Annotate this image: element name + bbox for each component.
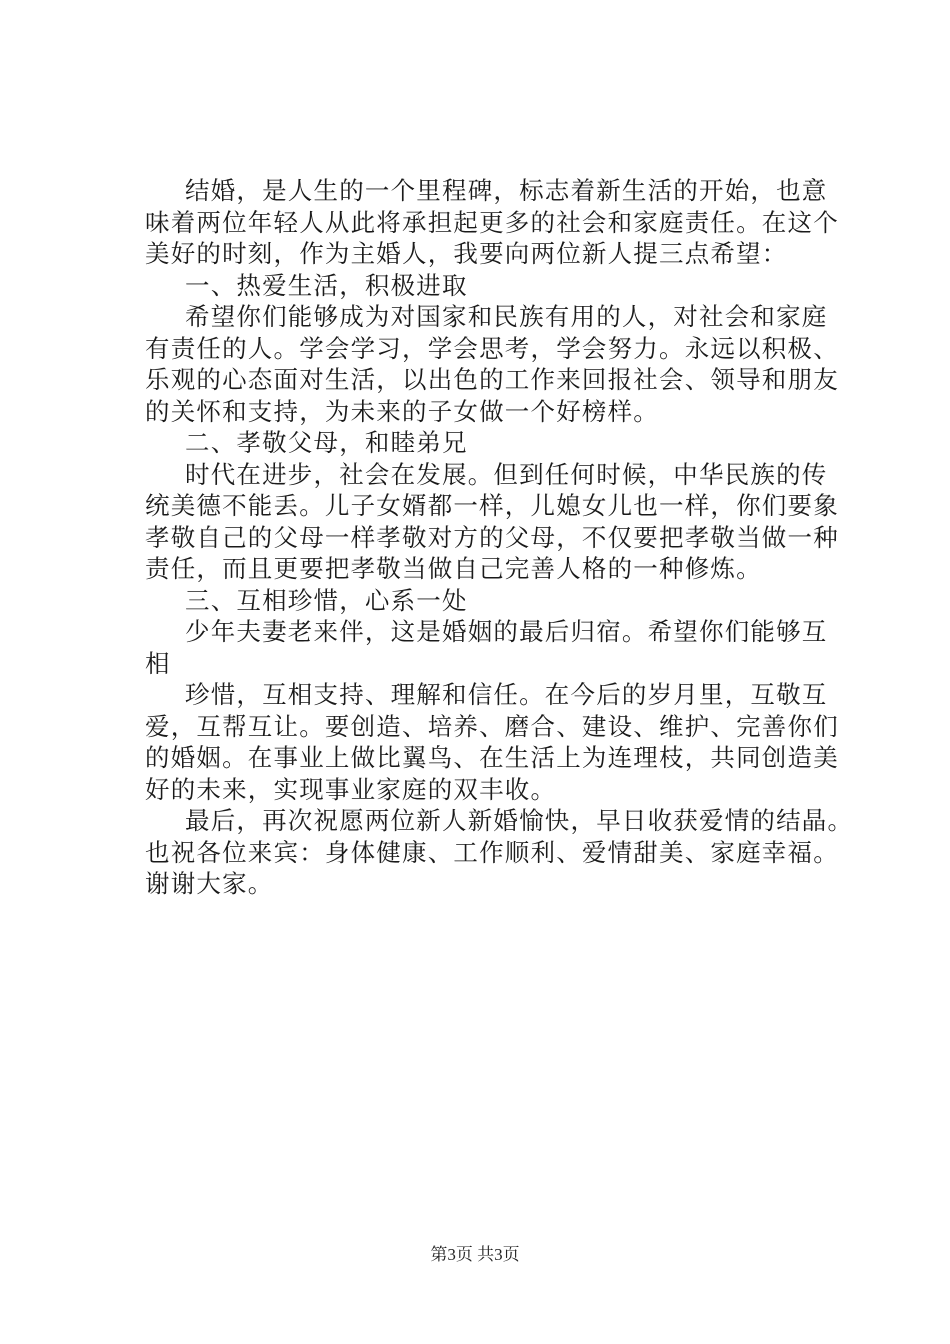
text-line: 爱，互帮互让。要创造、培养、磨合、建设、维护、完善你们 [145,711,839,741]
text-line: 孝敬自己的父母一样孝敬对方的父母，不仅要把孝敬当做一种 [145,522,839,552]
text-line: 责任，而且更要把孝敬当做自己完善人格的一种修炼。 [145,554,762,583]
text-line: 统美德不能丢。儿子女婿都一样，儿媳女儿也一样，你们要象 [145,491,839,520]
text-line: 珍惜，互相支持、理解和信任。在今后的岁月里，互敬互 [185,680,828,709]
page-number-footer: 第3页 共3页 [430,1245,520,1264]
text-line: 乐观的心态面对生活，以出色的工作来回报社会、领导和朋友 [145,365,839,394]
document-body [145,175,854,900]
text-line: 少年夫妻老来伴，这是婚姻的最后归宿。希望你们能够互 [185,617,828,646]
text-line: 有责任的人。学会学习，学会思考，学会努力。永远以积极、 [145,333,839,363]
text-line: 的关怀和支持，为未来的子女做一个好榜样。 [145,396,659,426]
text-line: 希望你们能够成为对国家和民族有用的人，对社会和家庭 [185,302,828,331]
text-line: 好的未来，实现事业家庭的双丰收。 [145,774,557,804]
text-line: 相 [145,648,171,678]
section-heading-3: 三、互相珍惜，心系一处 [185,585,468,615]
text-line: 结婚，是人生的一个里程碑，标志着新生活的开始，也意 [185,176,828,205]
text-line: 美好的时刻，作为主婚人，我要向两位新人提三点希望： [145,239,788,268]
text-line: 时代在进步，社会在发展。但到任何时候，中华民族的传 [185,459,828,489]
text-line: 也祝各位来宾：身体健康、工作顺利、爱情甜美、家庭幸福。 [145,837,839,867]
text-line: 谢谢大家。 [145,869,274,898]
text-line: 最后，再次祝愿两位新人新婚愉快，早日收获爱情的结晶。 [185,806,854,835]
text-line: 的婚姻。在事业上做比翼鸟、在生活上为连理枝，共同创造美 [145,743,839,772]
section-heading-1: 一、热爱生活，积极进取 [185,270,468,300]
section-heading-2: 二、孝敬父母，和睦弟兄 [185,428,468,457]
text-line: 味着两位年轻人从此将承担起更多的社会和家庭责任。在这个 [145,207,839,237]
